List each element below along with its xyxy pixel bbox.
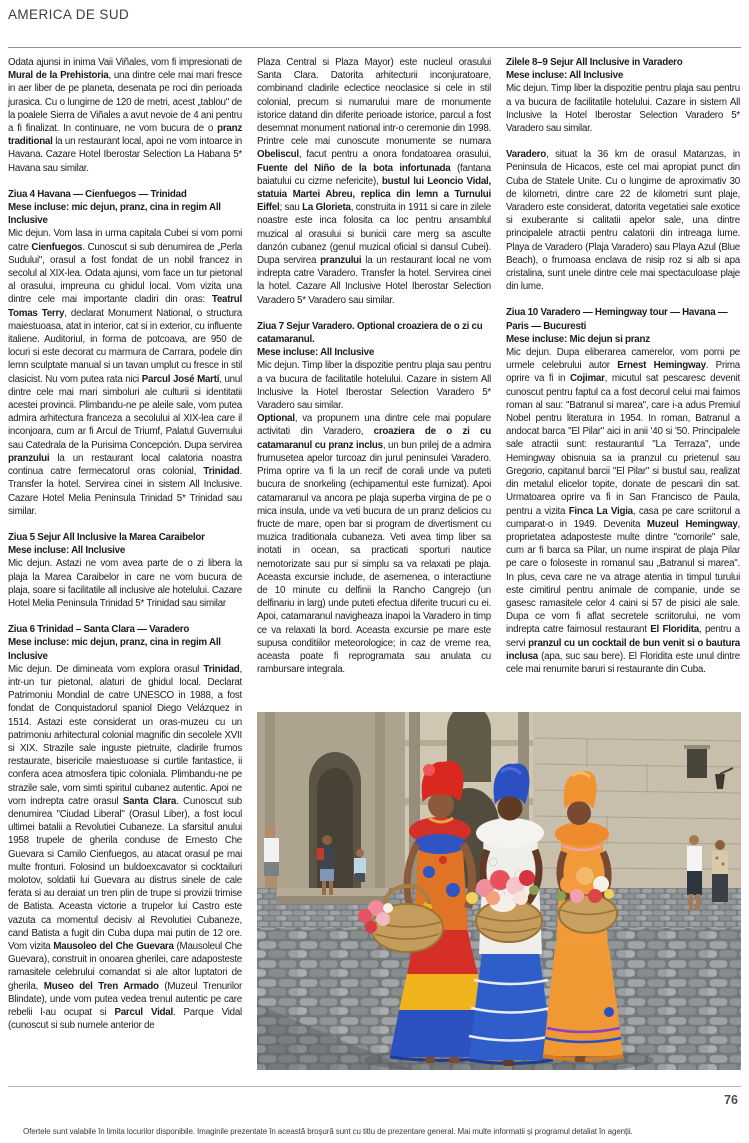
footer-rule — [8, 1086, 741, 1087]
day-heading: Ziua 6 Trinidad – Santa Clara — Varadero — [8, 624, 190, 636]
paragraph: Mic dejun. Timp liber la dispozitie pentru plaja sau pentru a va bucura de facilitatile hotelului. Cazare in sistem All Inclusive la Hotel Iberostar Selection Varadero 5* Varadero sau similar. — [506, 83, 740, 135]
paragraph: Varadero, situat la 36 km de orasul Matanzas, in Peninsula de Hicacos, este cel mai apropiat punct din Cuba de Statele Unite. Cu o lungime de aproximativ 30 de kilometri, dintre care 22 de kilometri sunt plaje, Varadero este considerat, datorita vegetatiei sale exotice si exuberante si calitatii apelor sale, una dintre principalele atractii pentru calatorii din intreaga lume. Playa de Varadero (Plaja Varadero) sau Playa Azul (Blue Beach), o frumoasa enclava de nisip roz si alb si apa cristalina, sunt unele dintre cele mai spectaculoase plaje din lume. — [506, 149, 740, 293]
day-heading: Ziua 7 Sejur Varadero. Optional croaziera de o zi cu catamaranul. — [257, 320, 483, 346]
paragraph: Mic dejun. Dupa eliberarea camerelor, vom porni pe urmele celebrului autor Ernest Hemingway. Prima oprire va fi in Cojimar, micutul sat pescaresc devenit cunoscut pentru faptul ca a fost decorul celui mai faimos roman al sau: "Batranul si marea", care i-a adus Premiul Nobel pentru literatura in 1954. In roman, Batranul a andocat barca "El Pilar" aici in anii '40 si '50. Principalele sale atractii sunt: restaurantul "La Terraza", unde Hemingway obisnuia sa ia pranzul cu prietenul sau Gregorio, capitanul barcii "El Pilar" si bustul sau, realizat din metalul elicelor topite, donate de pescarii din sat. Urmatoarea oprire va fi in San Francisco de Paula, pentru a vizita Finca La Vigia, casa pe care scriitorul a cumparat-o in 1949. Devenita Muzeul Hemingway, proprietatea adaposteste multe dintre "comorile" sale, cum ar fi barca sa Pilar, un nume inspirat de plaja Pilar pe care o foloseste in romanul sau „Batranul si marea". In plus, ceva care ne va atrage atentia in timpul turului este cimitirul pentru animale de companie, unde se gasesc ramasitele celor 4 caini si 57 de pisici ale sale. Dupa ce vom fi aflat secretele scriitorului, ne vom indrepta catre faimosul restaurant El Floridita, pentru a servi pranzul cu un cocktail de bun venit si o bautura inclusa (apa, suc sau bere). El Floridita este unul dintre cele mai renumite baruri si restaurante din Cuba. — [506, 347, 741, 675]
footnote: Ofertele sunt valabile în limita locurilor disponibile. Imaginile prezentate în această broșură sunt cu titlu de prezentare general. Mai multe informatii și programul detaliat în agenții. — [23, 1127, 633, 1136]
paragraph: Mic dejun. Timp liber la dispozitie pentru plaja sau pentru a va bucura de facilitatile hotelului. Cazare in sistem All Inclusive la Hotel Iberostar Selection Varadero 5* Varadero sau similar. — [257, 360, 491, 412]
page-title: AMERICA DE SUD — [8, 7, 130, 22]
day-heading: Ziua 5 Sejur All Inclusive la Marea Caraibelor — [8, 531, 205, 543]
day-heading: Mese incluse: All Inclusive — [8, 545, 126, 557]
day-heading: Ziua 10 Varadero — Hemingway tour — Havana — Paris — Bucuresti — [506, 307, 728, 332]
photo-illustration — [257, 712, 741, 1070]
page-number: 76 — [724, 1093, 738, 1107]
day-heading: Mese incluse: Mic dejun si pranz — [506, 333, 650, 345]
header-rule — [8, 47, 741, 48]
paragraph: Mic dejun. Astazi ne vom avea parte de o zi libera la plaja la Marea Caraibelor in care ne vom bucura de plaja, soare si facilitatile all inclusive ale hotelului. Cazare Hotel Melia Peninsula Trinidad 5* Trinidad sau similar — [8, 558, 242, 609]
paragraph: Mic dejun. De dimineata vom explora orasul Trinidad, intr-un tur pietonal, alaturi de ghidul local. Declarat Patrimoniu Mondial de catre UNESCO in 1988, a fost fondat de Conquistadorul spaniol Diego Velázquez in 1514. Astazi este considerat un oras-muzeu cu un patrimoniu arhitectural colonial magnific din secolele XVII si XIX. Strazile sale inguste pietruite, cladirile frumos restaurate, bisericile maiestuoase si curtile fantastice, ii confera acea atmosfera tipic coloniala. Plimbandu-ne pe strazile sale, vom simti spiritul cubanez autentic. Apoi ne vom indrepta catre orasul Santa Clara. Cunoscut sub denumirea "Ciudad Liberal" (Orasul Liber), a fost locul ultimei batalii a Revolutiei Cubaneze. La sfarsitul anului 1958 trupele de gherila conduse de Ernesto Che Guevara si Camilo Cienfuegos, au atacat orasul pe mai multe fronturi. Folosind un buldoexcavator si cocktailuri molotov, soldatii lui Guevara au distrus sinele de cale ferata si au deraiat un tren plin de trupe si provizii trimise de Batista. Aceasta victorie a trupelor lui Castro este vazuta ca momentul decisiv al Revolutiei Cubaneze, cand Batista a fugit din Cuba dupa mai putin de 12 ore. Vom vizita Mausoleo del Che Guevara (Mausoleul Che Guevara), construit in onoarea gherilei, care adaposteste ramasitele celebrului comandat si ale altor luptatori de gherila, Museo del Tren Armado (Muzeul Trenurilor Blindate), unde vom putea vedea trenul autentic pe care rebelii l-au ocupat si Parcul Vidal. Parque Vidal (cunoscut si sub numele anterior de — [8, 663, 242, 1032]
paragraph: Odata ajunsi in inima Vaii Viñales, vom fi impresionati de Mural de la Prehistoria, una dintre cele mai mari fresce in aer liber de pe planeta, desenata pe roci din perioada jurasica. Cu o lungime de 120 de metri, acest „tablou" de la poalele Sierra de Viñales a avut nevoie de 4 ani pentru a fi finalizat. In continuare, ne vom bucura de o pranz traditional la un restaurant local, apoi ne vom intoarce in Havana. Cazare Hotel Iberostar Selection La Habana 5* Havana sau similar. — [8, 57, 243, 174]
day-heading: Mese incluse: All Inclusive — [257, 347, 375, 359]
day-heading: Mese incluse: mic dejun, pranz, cina in regim All Inclusive — [8, 202, 221, 227]
paragraph: Mic dejun. Vom lasa in urma capitala Cubei si vom porni catre Cienfuegos. Cunoscut si sub denumirea de „Perla Sudului", orasul a fost fondat de un nobil francez in secolul al XIX-lea. Odata ajunsi, vom face un tur pietonal al orasului, impreuna cu ghidul local. Vom vizita una dintre cele mai importante cladiri din oras: Teatrul Tomas Terry, declarat Monument National, o structura maiestuoasa, atat in interior, cat si in exterior, cu influente italiene. Auditoriul, in forma de potcoava, are 950 de locuri si este decorat cu marmura de Carrara, podele din lemn sculptate manual si un tavan umplut cu fresce in stil clasicist. Nu vom putea rata nici Parcul José Martí, unul dintre cele mai mari simboluri ale culturii si identitatii acestei provincii. Plimbandu-ne pe aleile sale, vom putea admira arhitectura franceza a secolului al XIX-lea care il inconjoara, cum ar fi Arcul de Triumf, Palatul Guvernului sau Catedrala de la Purisima Concepción. Dupa servirea pranzului la un restaurant local calatoria noastra continua catre fermecatorul oras colonial, Trinidad. Transfer la hotel. Servirea cinei in sistem All Inclusive. Cazare Hotel Melia Peninsula Trinidad 5* Trinidad sau similar. — [8, 228, 242, 517]
day-heading: Ziua 4 Havana — Cienfuegos — Trinidad — [8, 188, 187, 200]
day-heading: Mese incluse: All Inclusive — [506, 70, 624, 82]
column-1 — [8, 56, 242, 1032]
day-heading: Mese incluse: mic dejun, pranz, cina in regim All Inclusive — [8, 637, 221, 662]
paragraph: Optional, va propunem una dintre cele mai populare activitati din Varadero, croaziera de o zi cu catamaranul cu pranz inclus, un bun prilej de a admira frumusetea apelor turcoaz din jurul peninsulei Varadero. Prima oprire va fi la un recif de corali unde va puteti bucura de snorkeling (echipamentul este furnizat). Apoi catamaranul va ancora pe plaja superba virgina de pe o mica insula, unde va veti bucura de un pranz delicios cu fructe de mare, open bar si program de divertisment cu muzica traditionala cubaneza. Veti avea timp liber sa inotati in ocean, sa practicati sporturi nautice nemotorizate sau pur si simplu sa va relaxati pe plaja. Aceasta excursie include, de asemenea, o interactiune de 10 minute cu delfinii la Rancho Cangrejo (un delfinariu in larg) unde puteti efectua diferite trucuri cu ei. Apoi, catamaranul navigheaza inapoi la Varadero in timp ce va relaxati la bord. Aceasta excursie pe mare este supusa conditiilor meteorologice; in caz de vreme rea, aceasta poate fi reprogramata sau anulata cu rambursare integrala. — [257, 413, 491, 676]
paragraph: Plaza Central si Plaza Mayor) este nucleul orasului Santa Clara. Datorita arhitecturii inconjuratoare, combinand cladirile eclectice neoclasice si cele in stil colonial, precum si numarului mare de monumente istorice datand din diferite perioade istorice, parcul a fost desemnat monument national intr-o ceremonie din 1998. Printre cele mai cunoscute monumente se numara Obeliscul, facut pentru a onora fondatoarea orasului, Fuente del Niño de la bota infortunada (fantana baiatului cu cizme nefericite), bustul lui Leoncio Vidal, statuia Martei Abreu, replica din lemn a Turnului Eiffel; sau La Glorieta, construita in 1911 si care in zilele noastre este inca folosita ca loc pentru ansamblul muzical al orasului si bunicii care merg sa asculte danzón cubanez (genul muzical oficial si dansul Cubei). Dupa servirea pranzului la un restaurant local ne vom indrepta catre Varadero. Transfer la hotel. Servirea cinei la hotel. Cazare All Inclusive Hotel Iberostar Selection Varadero 5* Varadero sau similar. — [257, 57, 491, 306]
photo-cuban-flower-women — [257, 712, 741, 1070]
day-heading: Zilele 8–9 Sejur All Inclusive in Varadero — [506, 57, 683, 68]
